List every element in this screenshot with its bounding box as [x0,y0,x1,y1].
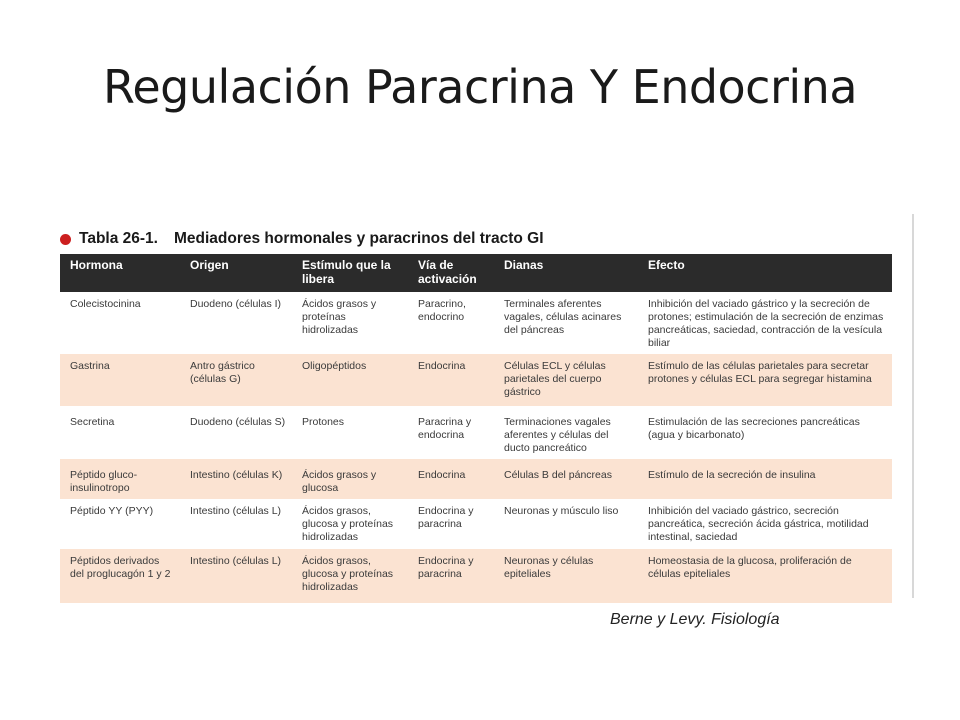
cell-origen: Duodeno (células S) [180,406,292,459]
header-efecto: Efecto [638,254,892,292]
cell-efecto: Estímulo de las células parietales para secretar protones y células ECL para segregar histamina [638,354,892,406]
table-row [60,459,892,499]
hormone-table [60,254,892,603]
cell-efecto: Inhibición del vaciado gástrico y la secreción de protones; estimulación de la secreción de enzimas pancreáticas, saciedad, contracción de la vesícula biliar [638,292,892,354]
cell-dianas: Terminaciones vagales aferentes y células del ducto pancreático [494,406,638,459]
table-figure [60,214,912,598]
slide-title: Regulación Paracrina Y Endocrina [102,60,858,114]
header-dianas: Dianas [494,254,638,292]
table-row [60,292,892,354]
cell-efecto: Homeostasia de la glucosa, proliferación de células epiteliales [638,549,892,603]
cell-hormona: Gastrina [60,354,180,406]
cell-dianas: Células ECL y células parietales del cuerpo gástrico [494,354,638,406]
cell-via: Endocrina [408,354,494,406]
cell-origen: Antro gástrico (células G) [180,354,292,406]
table-row [60,354,892,406]
header-origen: Origen [180,254,292,292]
cell-hormona: Péptidos derivados del proglucagón 1 y 2 [60,549,180,603]
cell-estimulo: Protones [292,406,408,459]
cell-origen: Intestino (células L) [180,549,292,603]
red-bullet-icon [60,234,71,245]
cell-efecto: Estimulación de las secreciones pancreáticas (agua y bicarbonato) [638,406,892,459]
cell-origen: Duodeno (células I) [180,292,292,354]
header-estimulo: Estímulo que la libera [292,254,408,292]
table-number: Tabla 26-1. [79,230,158,247]
cell-via: Endocrina y paracrina [408,549,494,603]
table-caption [60,228,544,250]
cell-estimulo: Ácidos grasos, glucosa y proteínas hidrolizadas [292,549,408,603]
table-row [60,499,892,549]
cell-hormona: Péptido YY (PYY) [60,499,180,549]
table-row [60,549,892,603]
cell-dianas: Terminales aferentes vagales, células acinares del páncreas [494,292,638,354]
cell-hormona: Secretina [60,406,180,459]
table-caption-text: Mediadores hormonales y paracrinos del tracto GI [173,230,544,247]
cell-dianas: Neuronas y células epiteliales [494,549,638,603]
source-citation: Berne y Levy. Fisiología [610,611,780,628]
header-via: Vía de activación [408,254,494,292]
cell-dianas: Células B del páncreas [494,459,638,499]
cell-estimulo: Ácidos grasos y proteínas hidrolizadas [292,292,408,354]
figure-edge [912,214,914,598]
cell-origen: Intestino (células L) [180,499,292,549]
cell-origen: Intestino (células K) [180,459,292,499]
cell-estimulo: Ácidos grasos, glucosa y proteínas hidrolizadas [292,499,408,549]
cell-dianas: Neuronas y músculo liso [494,499,638,549]
cell-efecto: Estímulo de la secreción de insulina [638,459,892,499]
table-header-row [60,254,892,292]
cell-via: Paracrino, endocrino [408,292,494,354]
table-row [60,406,892,459]
cell-via: Endocrina [408,459,494,499]
cell-efecto: Inhibición del vaciado gástrico, secreción pancreática, secreción ácida gástrica, motilidad intestinal, saciedad [638,499,892,549]
cell-via: Endocrina y paracrina [408,499,494,549]
cell-estimulo: Oligopéptidos [292,354,408,406]
cell-hormona: Péptido gluco-insulinotropo [60,459,180,499]
header-hormona: Hormona [60,254,180,292]
cell-estimulo: Ácidos grasos y glucosa [292,459,408,499]
cell-via: Paracrina y endocrina [408,406,494,459]
cell-hormona: Colecistocinina [60,292,180,354]
